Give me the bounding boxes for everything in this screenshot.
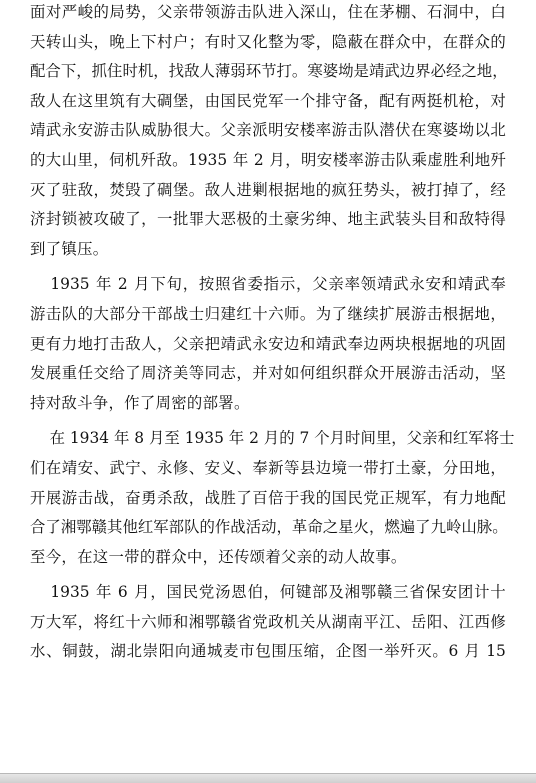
text-line: 济 封 锁 被 攻 破 了 ， 一 批 罪 大 恶 极 的 土 豪 劣 绅 、 地 主 武 装 头 目 和 敌 特 得 [30, 210, 506, 229]
document-body [30, 0, 515, 667]
text-line: 万 大 军 ， 将 红 十 六 师 和 湘 鄂 赣 省 党 政 机 关 从 湖 南 平 江 、 岳 阳 、 江 西 修 [30, 612, 506, 631]
text-line: 靖 武 永 安 游 击 队 威 胁 很 大 。 父 亲 派 明 安 楼 率 游 击 队 潜 伏 在 寒 婆 坳 以 北 [30, 121, 506, 140]
text-line: 更 有 力 地 打 击 敌 人 ， 父 亲 把 靖 武 永 安 边 和 靖 武 奉 边 两 块 根 据 地 的 巩 固 [30, 334, 506, 353]
window-bottom-edge [0, 773, 536, 783]
text-line: 敌 人 在 这 里 筑 有 大 碉 堡 ， 由 国 民 党 军 一 个 排 守 备 ， 配 有 两 挺 机 枪 ， 对 [30, 91, 506, 110]
paragraph-2 [30, 270, 506, 418]
text-line: 到了镇压。 [30, 239, 109, 258]
text-line: 游 击 队 的 大 部 分 干 部 战 士 归 建 红 十 六 师 。 为 了 继 续 扩 展 游 击 根 据 地 ， [30, 304, 506, 323]
text-line: 在 1934 年 8 月 至 1935 年 2 月 的 7 个 月 时 间 里 ， 父 亲 和 红 军 将 士 [49, 429, 515, 448]
text-line: 1935 年 2 月 下 旬 ， 按 照 省 委 指 示 ， 父 亲 率 领 靖 武 永 安 和 靖 武 奉 [50, 275, 506, 294]
text-line: 面 对 严 峻 的 局 势 ， 父 亲 带 领 游 击 队 进 入 深 山 ， 住 在 茅 棚 、 石 洞 中 ， 白 [30, 3, 506, 21]
text-line: 灭 了 驻 敌 ， 焚 毁 了 碉 堡 。 敌 人 进 剿 根 据 地 的 疯 狂 势 头 ， 被 打 掉 了 ， 经 [30, 180, 506, 199]
text-line: 的 大 山 里 ， 伺 机 歼 敌 。 1935 年 2 月 ， 明 安 楼 率 游 击 队 乘 虚 胜 利 地 歼 [30, 150, 506, 169]
text-line: 发 展 重 任 交 给 了 周 济 美 等 同 志 ， 并 对 如 何 组 织 群 众 开 展 游 击 活 动 ， 坚 [30, 364, 506, 383]
text-line: 天 转 山 头 ， 晚 上 下 村 户 ； 有 时 又 化 整 为 零 ， 隐 蔽 在 群 众 中 ， 在 群 众 的 [30, 32, 506, 51]
text-line: 配 合 下 ， 抓 住 时 机 ， 找 敌 人 薄 弱 环 节 打 。 寒 婆 坳 是 靖 武 边 界 必 经 之 地 ， [30, 62, 508, 81]
text-line: 持对敌斗争，作了周密的部署。 [30, 393, 250, 412]
paragraph-1 [30, 0, 506, 264]
text-line: 合 了 湘 鄂 赣 其 他 红 军 部 队 的 作 战 活 动 ， 革 命 之 星 火 ， 燃 遍 了 九 岭 山 脉 。 [30, 518, 508, 537]
paragraph-3 [30, 424, 515, 572]
text-line: 水 、 铜 鼓 ， 湖 北 崇 阳 向 通 城 麦 市 包 围 压 缩 ， 企 图 一 举 歼 灭 。 6 月 15 [30, 642, 506, 661]
paragraph-4 [30, 578, 506, 667]
text-line: 开 展 游 击 战 ， 奋 勇 杀 敌 ， 战 胜 了 百 倍 于 我 的 国 民 党 正 规 军 ， 有 力 地 配 [30, 488, 506, 507]
text-line: 们 在 靖 安 、 武 宁 、 永 修 、 安 义 、 奉 新 等 县 边 境 一 带 打 土 豪 ， 分 田 地 ， [30, 458, 506, 477]
text-line: 至今，在这一带的群众中，还传颂着父亲的动人故事。 [30, 547, 407, 566]
text-line: 1935 年 6 月 ， 国 民 党 汤 恩 伯 ， 何 键 部 及 湘 鄂 赣 三 省 保 安 团 计 十 [50, 583, 506, 602]
